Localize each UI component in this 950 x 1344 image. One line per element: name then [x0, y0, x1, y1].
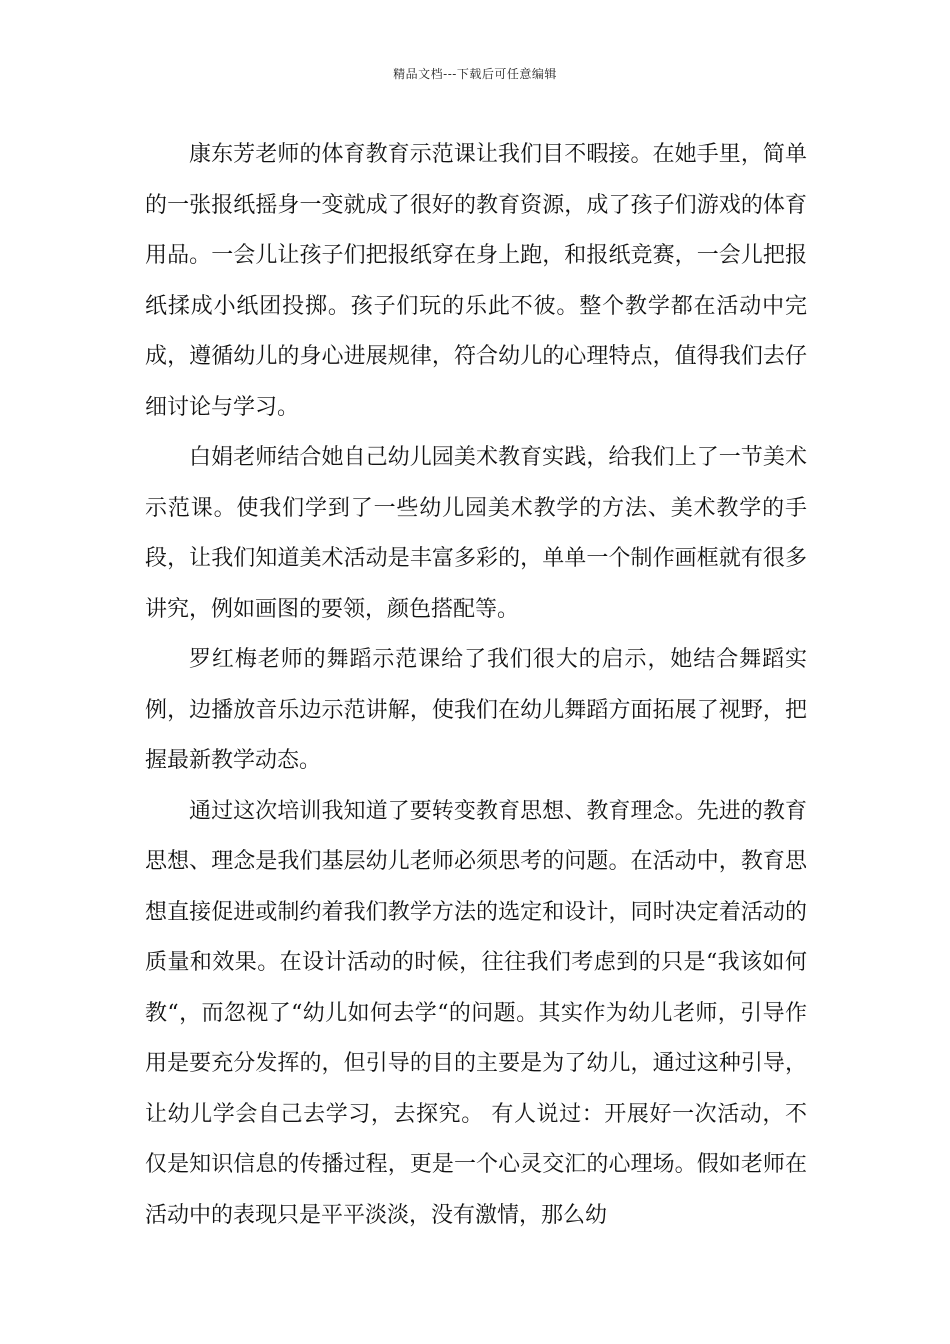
- paragraph-training-reflection: 通过这次培训我知道了要转变教育思想、教育理念。先进的教育思想、理念是我们基层幼儿老师必须思考的问题。在活动中，教育思想直接促进或制约着我们教学方法的选定和设计，同时决定着活动的质量和效果。在设计活动的时候，往往我们考虑到的只是“我该如何教“，而忽视了“幼儿如何去学“的问题。其实作为幼儿老师，引导作用是要充分发挥的，但引导的目的主要是为了幼儿，通过这种引导，让幼儿学会自己去学习，去探究。 有人说过：开展好一次活动，不仅是知识信息的传播过程，更是一个心灵交汇的心理场。假如老师在活动中的表现只是平平淡淡，没有激情，那么幼: [145, 798, 807, 1228]
- paragraph-kang-pe-lesson: 康东芳老师的体育教育示范课让我们目不暇接。在她手里，简单的一张报纸摇身一变就成了很好的教育资源，成了孩子们游戏的体育用品。一会儿让孩子们把报纸穿在身上跑，和报纸竞赛，一会儿把报纸揉成小纸团投掷。孩子们玩的乐此不彼。整个教学都在活动中完成，遵循幼儿的身心进展规律，符合幼儿的心理特点，值得我们去仔细讨论与学习。: [145, 142, 807, 420]
- document-body: [145, 130, 807, 1241]
- paragraph-luo-dance-lesson: 罗红梅老师的舞蹈示范课给了我们很大的启示，她结合舞蹈实例，边播放音乐边示范讲解，使我们在幼儿舞蹈方面拓展了视野，把握最新教学动态。: [145, 647, 807, 773]
- page-header: 精品文档---下载后可任意编辑: [393, 67, 557, 81]
- paragraph-bai-art-lesson: 白娟老师结合她自己幼儿园美术教育实践，给我们上了一节美术示范课。使我们学到了一些幼儿园美术教学的方法、美术教学的手段，让我们知道美术活动是丰富多彩的，单单一个制作画框就有很多讲究，例如画图的要领，颜色搭配等。: [145, 445, 807, 622]
